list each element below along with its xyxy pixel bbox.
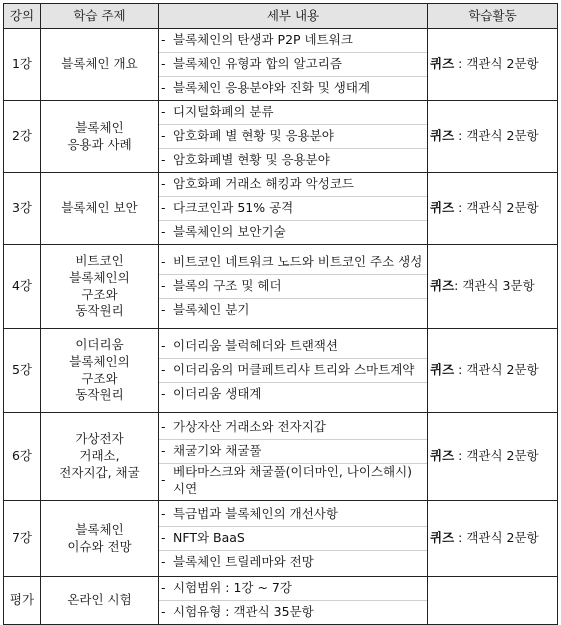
table-row [4, 577, 558, 625]
topic-cell [41, 173, 159, 245]
topic-line: 블록체인 [75, 119, 124, 135]
detail-item [159, 383, 427, 406]
topic-line: 동작원리 [75, 387, 124, 403]
topic-line: 블록체인 [75, 521, 124, 537]
topic-line: 구조와 [81, 286, 118, 302]
bullet-dash: - [161, 530, 166, 546]
quiz-label: 퀴즈 [430, 56, 455, 72]
bullet-dash: - [161, 386, 166, 402]
lecture-cell: 평가 [4, 577, 41, 625]
detail-text: 시험범위 : 1강 ~ 7강 [173, 580, 292, 596]
activity-cell [428, 577, 558, 625]
details-cell [159, 413, 428, 501]
header-lecture: 강의 [4, 4, 41, 29]
detail-item [159, 464, 427, 498]
lecture-cell: 1강 [4, 29, 41, 101]
detail-text: 시험유형 : 객관식 35문항 [173, 604, 314, 620]
bullet-dash: - [161, 104, 166, 120]
table-row [4, 29, 558, 101]
details-cell [159, 245, 428, 329]
bullet-dash: - [161, 128, 166, 144]
bullet-dash: - [161, 80, 166, 96]
detail-item [159, 416, 427, 440]
detail-text: 블록체인 분기 [173, 302, 250, 318]
detail-text: 가상자산 거래소와 전자지갑 [173, 418, 326, 434]
detail-text: 다크코인과 51% 공격 [173, 200, 294, 216]
bullet-dash: - [161, 442, 166, 458]
details-cell [159, 329, 428, 413]
bullet-dash: - [161, 152, 166, 168]
topic-line: 동작원리 [75, 303, 124, 319]
detail-item [159, 101, 427, 125]
activity-cell [428, 101, 558, 173]
topic-line: 비트코인 [75, 252, 124, 268]
bullet-dash: - [161, 506, 166, 522]
topic-line: 응용과 사례 [67, 136, 132, 152]
quiz-detail: : 객관식 2문항 [454, 200, 539, 216]
activity-cell [428, 245, 558, 329]
details-cell [159, 29, 428, 101]
topic-line: 블록체인 개요 [61, 56, 138, 72]
bullet-dash: - [161, 176, 166, 192]
detail-text: 블록의 구조 및 헤더 [173, 278, 282, 294]
topic-line: 블록체인의 [69, 269, 130, 285]
detail-text: 블록체인 유형과 합의 알고리즘 [173, 56, 342, 72]
detail-text: 비트코인 네트워크 노드와 비트코인 주소 생성 [173, 254, 423, 270]
quiz-detail: : 객관식 2문항 [454, 128, 539, 144]
quiz-detail: : 객관식 3문항 [454, 278, 535, 294]
detail-text: 이더리움의 머클페트리샤 트리와 스마트계약 [173, 362, 415, 378]
detail-item [159, 577, 427, 601]
topic-line: 블록체인 보안 [61, 200, 138, 216]
curriculum-table [3, 3, 558, 625]
topic-line: 블록체인의 [69, 353, 130, 369]
quiz-label: 퀴즈 [430, 530, 455, 546]
detail-item [159, 601, 427, 624]
topic-cell [41, 329, 159, 413]
header-activity: 학습활동 [428, 4, 558, 29]
detail-item [159, 299, 427, 322]
quiz-detail: : 객관식 2문항 [454, 362, 539, 378]
quiz-detail: : 객관식 2문항 [454, 56, 539, 72]
topic-line: 전자지갑, 채굴 [59, 464, 140, 480]
lecture-cell: 3강 [4, 173, 41, 245]
quiz-detail: : 객관식 2문항 [454, 448, 539, 464]
details-cell [159, 173, 428, 245]
detail-text: 블록체인의 탄생과 P2P 네트워크 [173, 32, 353, 48]
bullet-dash: - [161, 32, 166, 48]
quiz-detail: : 객관식 2문항 [454, 530, 539, 546]
detail-text: 베타마스크와 채굴풀(이더마인, 나이스해시) 시연 [173, 463, 413, 496]
topic-cell [41, 501, 159, 577]
bullet-dash: - [161, 604, 166, 620]
detail-text: 블록체인의 보안기술 [173, 224, 286, 240]
header-topic: 학습 주제 [41, 4, 159, 29]
topic-line: 이슈와 전망 [67, 538, 132, 554]
topic-line: 가상전자 [75, 431, 124, 447]
details-cell [159, 501, 428, 577]
topic-cell [41, 245, 159, 329]
table-row [4, 101, 558, 173]
table-row [4, 173, 558, 245]
detail-item [159, 125, 427, 149]
detail-text: 이더리움 블럭헤더와 트랜잭션 [173, 338, 338, 354]
detail-item [159, 551, 427, 574]
bullet-dash: - [161, 418, 166, 434]
detail-text: 이더리움 생태계 [173, 386, 262, 402]
bullet-dash: - [161, 338, 166, 354]
topic-line: 이더리움 [75, 336, 124, 352]
topic-cell [41, 413, 159, 501]
bullet-dash: - [161, 56, 166, 72]
activity-cell [428, 501, 558, 577]
detail-item [159, 359, 427, 383]
bullet-dash: - [161, 580, 166, 596]
bullet-dash: - [161, 302, 166, 318]
bullet-dash: - [161, 224, 166, 240]
detail-text: 디지털화폐의 분류 [173, 104, 274, 120]
quiz-label: 퀴즈 [430, 128, 455, 144]
detail-item [159, 440, 427, 464]
header-details: 세부 내용 [159, 4, 428, 29]
table-row [4, 245, 558, 329]
detail-text: NFT와 BaaS [173, 530, 245, 546]
quiz-label: 퀴즈 [430, 448, 455, 464]
detail-item [159, 53, 427, 77]
detail-text: 채굴기와 채굴풀 [173, 442, 262, 458]
bullet-dash: - [161, 472, 166, 488]
detail-item [159, 77, 427, 100]
details-cell [159, 577, 428, 625]
quiz-label: 퀴즈 [430, 200, 455, 216]
details-cell [159, 101, 428, 173]
topic-cell [41, 577, 159, 625]
detail-item [159, 251, 427, 275]
table-row [4, 329, 558, 413]
detail-text: 블록체인 응용분야와 진화 및 생태계 [173, 80, 371, 96]
detail-item [159, 527, 427, 551]
activity-cell [428, 29, 558, 101]
topic-cell [41, 101, 159, 173]
detail-item [159, 221, 427, 244]
table-header-row [4, 4, 558, 29]
activity-cell [428, 329, 558, 413]
lecture-cell: 4강 [4, 245, 41, 329]
bullet-dash: - [161, 200, 166, 216]
detail-item [159, 29, 427, 53]
detail-item [159, 149, 427, 172]
bullet-dash: - [161, 362, 166, 378]
bullet-dash: - [161, 278, 166, 294]
detail-text: 암호화폐 거래소 해킹과 악성코드 [173, 176, 354, 192]
activity-cell [428, 173, 558, 245]
lecture-cell: 7강 [4, 501, 41, 577]
detail-item [159, 173, 427, 197]
table-row [4, 501, 558, 577]
detail-text: 특금법과 블록체인의 개선사항 [173, 506, 338, 522]
lecture-cell: 5강 [4, 329, 41, 413]
detail-text: 암호화폐 별 현황 및 응용분야 [173, 128, 334, 144]
topic-cell [41, 29, 159, 101]
detail-item [159, 335, 427, 359]
detail-item [159, 275, 427, 299]
topic-line: 거래소, [79, 448, 120, 464]
detail-item [159, 197, 427, 221]
detail-text: 블록체인 트릴레마와 전망 [173, 554, 314, 570]
bullet-dash: - [161, 254, 166, 270]
detail-item [159, 503, 427, 527]
activity-cell [428, 413, 558, 501]
topic-line: 구조와 [81, 370, 118, 386]
detail-text: 암호화폐별 현황 및 응용분야 [173, 152, 330, 168]
quiz-label: 퀴즈 [430, 278, 455, 294]
lecture-cell: 2강 [4, 101, 41, 173]
topic-line: 온라인 시험 [67, 592, 132, 608]
bullet-dash: - [161, 554, 166, 570]
quiz-label: 퀴즈 [430, 362, 455, 378]
lecture-cell: 6강 [4, 413, 41, 501]
table-row [4, 413, 558, 501]
